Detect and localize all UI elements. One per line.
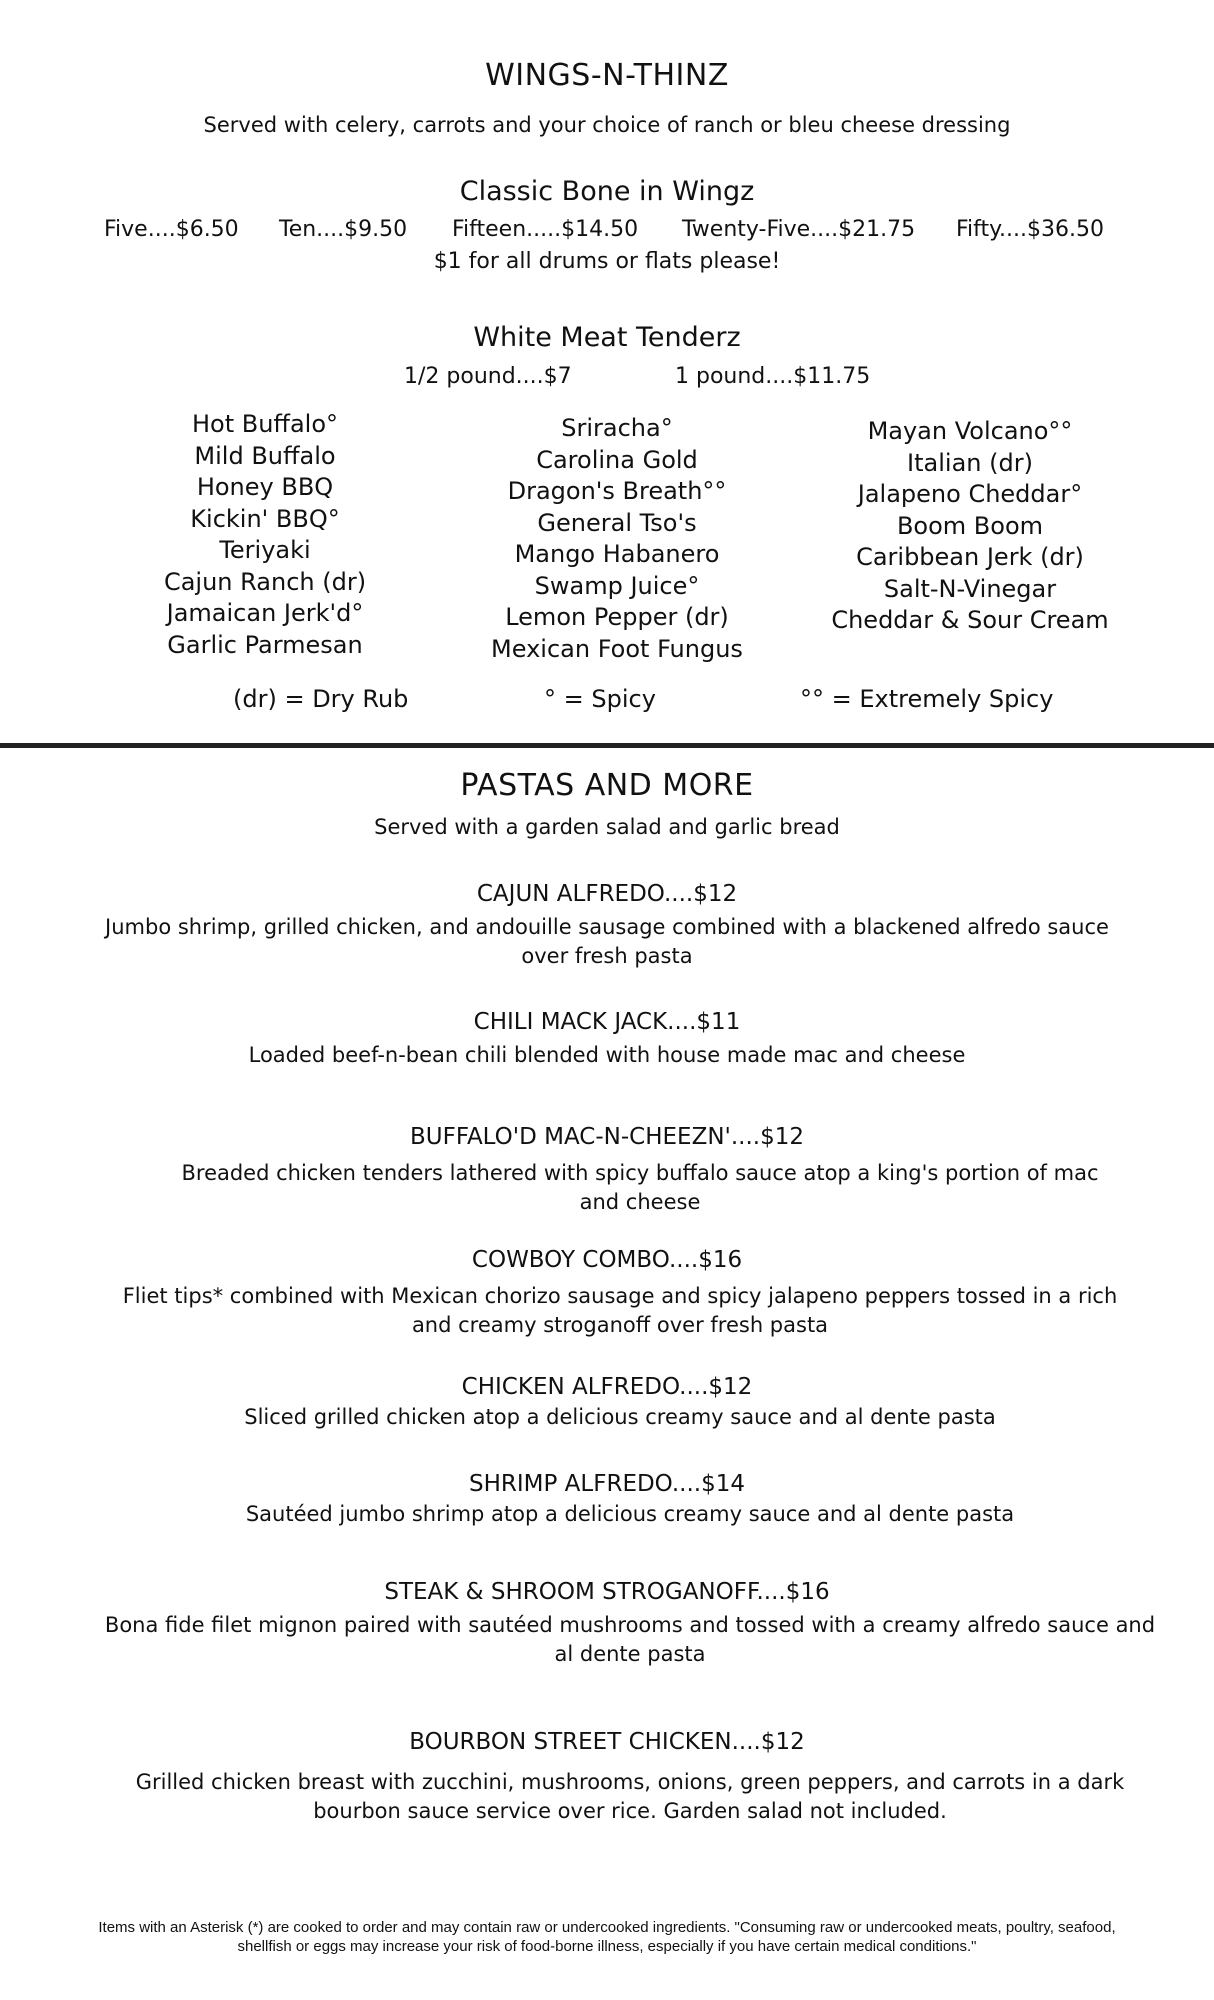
flavor-column-1 [130, 409, 400, 661]
flavor-column-3 [820, 416, 1120, 637]
menu-item-desc: Breaded chicken tenders lathered with spicy buffalo sauce atop a king's portion of mac and cheese [181, 1161, 1099, 1214]
classic-price-ten: Ten....$9.50 [279, 217, 408, 242]
wings-title: WINGS-N-THINZ [485, 58, 729, 93]
menu-item-desc: Fliet tips* combined with Mexican chorizo sausage and spicy jalapeno peppers tossed in a rich and creamy stroganoff over fresh pasta [122, 1284, 1118, 1337]
footer-disclaimer: Items with an Asterisk (*) are cooked to order and may contain raw or undercooked ingredients. "Consuming raw or undercooked meats, poultry, seafood, shellfish or eggs may increase your risk of food-borne illness, especially if you have certain medical conditions." [98, 1919, 1116, 1955]
legend-spicy: ° = Spicy [544, 685, 656, 713]
flavor-item: Teriyaki [219, 536, 311, 564]
flavor-item: Carolina Gold [536, 445, 698, 474]
legend-dry-rub: (dr) = Dry Rub [233, 685, 409, 713]
pastas-title: PASTAS AND MORE [460, 768, 754, 803]
menu-item-title: CHILI MACK JACK....$11 [473, 1009, 741, 1035]
flavor-item: Mild Buffalo [194, 441, 336, 470]
flavor-item: Kickin' BBQ° [190, 504, 340, 533]
menu-item-desc: Bona fide filet mignon paired with sautéed mushrooms and tossed with a creamy alfredo sauce and al dente pasta [104, 1613, 1156, 1666]
flavor-item: Garlic Parmesan [167, 630, 363, 659]
classic-price-fifteen: Fifteen.....$14.50 [452, 217, 639, 242]
flavor-item: Sriracha° [561, 414, 673, 442]
flavor-item: Mango Habanero [514, 540, 720, 568]
menu-item-desc: Jumbo shrimp, grilled chicken, and andouille sausage combined with a blackened alfredo sauce over fresh pasta [105, 915, 1109, 968]
menu-item-desc: Sliced grilled chicken atop a delicious creamy sauce and al dente pasta [244, 1405, 996, 1429]
menu-item-title: SHRIMP ALFREDO....$14 [469, 1471, 745, 1497]
flavor-item: Dragon's Breath°° [507, 477, 727, 505]
menu-item-desc: Grilled chicken breast with zucchini, mushrooms, onions, green peppers, and carrots in a dark bourbon sauce service over rice. Garden salad not included. [135, 1770, 1125, 1823]
flavor-item: Lemon Pepper (dr) [505, 603, 729, 631]
flavor-item: Salt-N-Vinegar [883, 574, 1057, 603]
section-divider [0, 743, 1214, 748]
menu-item-title: BOURBON STREET CHICKEN....$12 [409, 1729, 805, 1755]
tenders-title: White Meat Tenderz [473, 322, 741, 353]
classic-price-fifty: Fifty....$36.50 [956, 217, 1104, 242]
flavor-item: Jamaican Jerk'd° [166, 599, 364, 627]
menu-item-title: CAJUN ALFREDO....$12 [476, 881, 738, 907]
menu-item-desc: Sautéed jumbo shrimp atop a delicious creamy sauce and al dente pasta [245, 1502, 1015, 1526]
flavor-item: Honey BBQ [196, 473, 334, 501]
classic-wings-title: Classic Bone in Wingz [459, 176, 755, 207]
menu-item-title: BUFFALO'D MAC-N-CHEEZN'....$12 [409, 1124, 805, 1150]
flavor-item: Mayan Volcano°° [867, 417, 1073, 445]
flavor-item: Boom Boom [896, 511, 1044, 540]
flavor-item: Caribbean Jerk (dr) [856, 543, 1084, 571]
menu-item-desc: Loaded beef-n-bean chili blended with house made mac and cheese [248, 1043, 966, 1067]
pastas-subtitle: Served with a garden salad and garlic bread [374, 815, 840, 839]
flavor-item: Italian (dr) [907, 448, 1033, 477]
menu-item-title: STEAK & SHROOM STROGANOFF....$16 [384, 1579, 830, 1605]
flavor-item: Hot Buffalo° [191, 410, 339, 438]
classic-price-five: Five....$6.50 [104, 217, 239, 242]
menu-item-title: COWBOY COMBO....$16 [471, 1247, 743, 1273]
flavor-item: Jalapeno Cheddar° [857, 480, 1083, 508]
flavor-column-2 [467, 413, 767, 665]
flavor-item: Cajun Ranch (dr) [163, 567, 367, 596]
legend-extremely-spicy: °° = Extremely Spicy [800, 685, 1054, 713]
flavor-item: Cheddar & Sour Cream [831, 606, 1109, 634]
wings-subtitle: Served with celery, carrots and your choice of ranch or bleu cheese dressing [203, 113, 1011, 137]
tenders-price-half: 1/2 pound....$7 [404, 364, 572, 389]
flavor-item: General Tso's [537, 508, 697, 537]
classic-note: $1 for all drums or flats please! [433, 249, 781, 274]
menu-item-title: CHICKEN ALFREDO....$12 [461, 1374, 753, 1400]
flavor-item: Swamp Juice° [534, 571, 700, 600]
flavor-item: Mexican Foot Fungus [491, 634, 743, 663]
classic-price-twenty-five: Twenty-Five....$21.75 [682, 217, 916, 242]
tenders-price-full: 1 pound....$11.75 [675, 364, 871, 389]
